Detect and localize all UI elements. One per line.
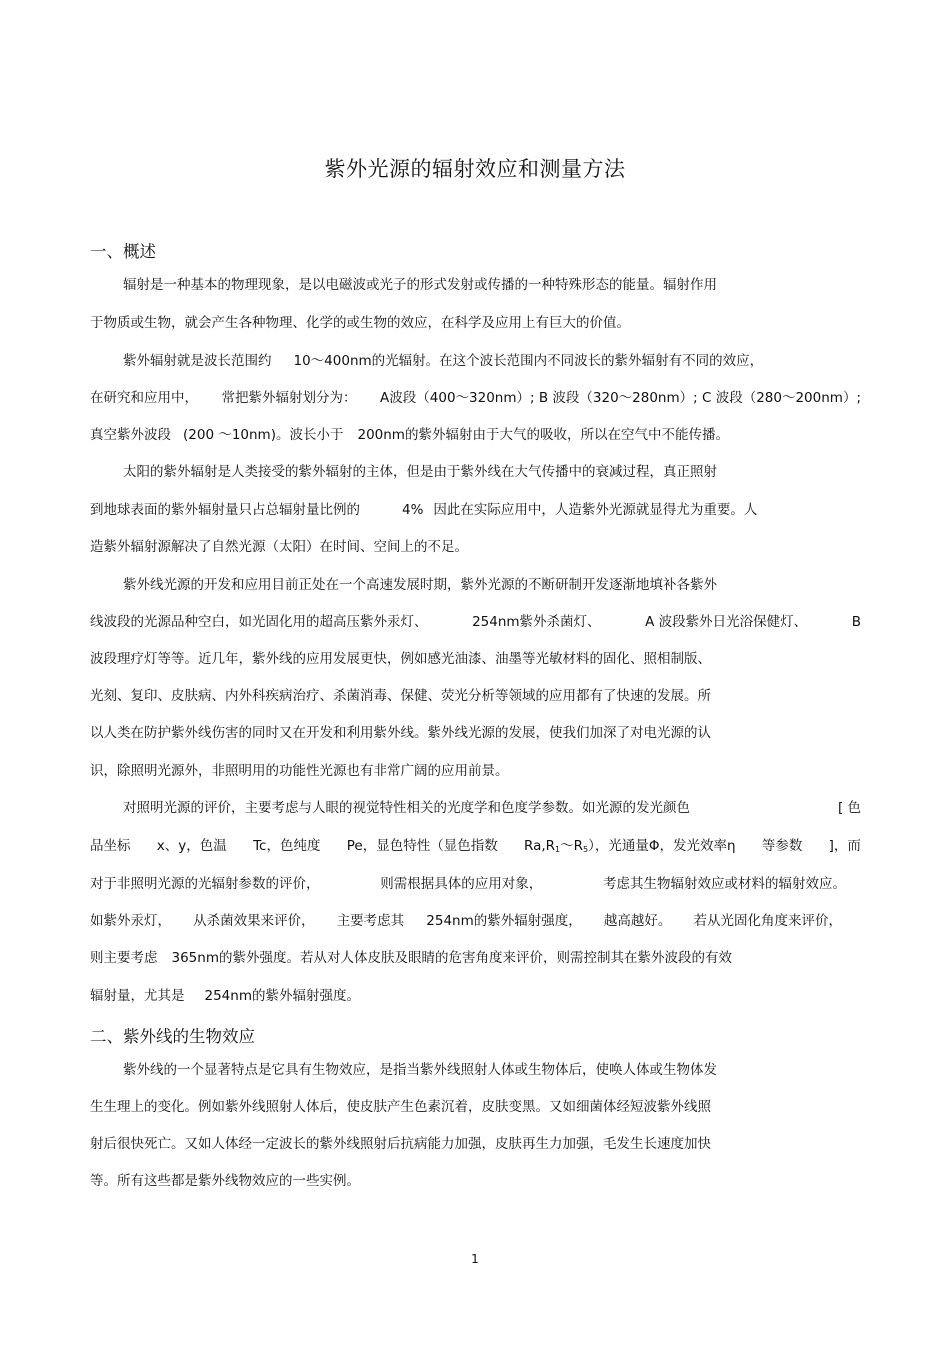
text-run: 则主要考虑 xyxy=(90,950,158,966)
text-run: 辐射量，尤其是 xyxy=(90,988,185,1004)
paragraph-line xyxy=(123,352,763,370)
paragraph-line: 紫外线光源的开发和应用目前正处在一个高速发展时期，紫外光源的不断研制开发逐渐地填补各紫外 xyxy=(123,577,717,593)
text-run: 品坐标 xyxy=(90,838,131,854)
paragraph-line: 识，除照明光源外，非照明用的功能性光源也有非常广阔的应用前景。 xyxy=(90,763,509,779)
paragraph-line xyxy=(90,875,846,893)
subscript: 5 xyxy=(583,845,589,854)
text-run: 从杀菌效果来评价， xyxy=(193,913,315,929)
text-run: 4% xyxy=(402,502,424,518)
text-run: 紫外辐射就是波长范围约 xyxy=(123,353,272,369)
text-run: A 波段紫外日光浴保健灯、 xyxy=(645,614,808,630)
paragraph-line xyxy=(90,389,861,407)
paragraph-line: 等。所有这些都是紫外线物效应的一些实例。 xyxy=(90,1173,360,1189)
text-run: 在研究和应用中， xyxy=(90,390,198,406)
text-run: 对照明光源的评价，主要考虑与人眼的视觉特性相关的光度学和色度学参数。如光源的发光颜色 xyxy=(123,800,690,816)
text-run: 真空紫外波段 xyxy=(90,427,171,443)
text-run: 如紫外汞灯， xyxy=(90,913,171,929)
text-run: ），光通量Φ，发光效率η xyxy=(588,838,736,854)
paragraph-line: 于物质或生物，就会产生各种物理、化学的或生物的效应，在科学及应用上有巨大的价值。 xyxy=(90,315,630,331)
section-heading-overview: 一、概述 xyxy=(90,242,156,261)
text-run: 常把紫外辐射划分为： xyxy=(221,390,357,406)
text-run: 254nm的紫外辐射强度， xyxy=(426,913,582,929)
paragraph-line xyxy=(90,949,732,967)
text-run: 254nm紫外杀菌灯、 xyxy=(472,614,601,630)
text-run: [ 色 xyxy=(837,800,861,816)
paragraph-line: 光刻、复印、皮肤病、内外科疾病治疗、杀菌消毒、保健、荧光分析等领域的应用都有了快速的发展。所 xyxy=(90,688,711,704)
text-run: Tc，色纯度 xyxy=(253,838,321,854)
paragraph-line: 射后很快死亡。又如人体经一定波长的紫外线照射后抗病能力加强，皮肤再生力加强，毛发生长速度加快 xyxy=(90,1136,711,1152)
text-run: 对于非照明光源的光辐射参数的评价， xyxy=(90,876,320,892)
paragraph-line: 造紫外辐射源解决了自然光源（太阳）在时间、空间上的不足。 xyxy=(90,539,468,555)
text-run: 365nm的紫外强度。若从对人体皮肤及眼睛的危害角度来评价，则需控制其在紫外波段的有效 xyxy=(171,950,732,966)
paragraph-line: 以人类在防护紫外线伤害的同时又在开发和利用紫外线。紫外线光源的发展，使我们加深了对电光源的认 xyxy=(90,725,711,741)
paragraph-line xyxy=(123,799,861,817)
paragraph-line xyxy=(90,912,842,930)
text-run: 200nm的紫外辐射由于大气的吸收，所以在空气中不能传播。 xyxy=(357,427,729,443)
text-run: 则需根据具体的应用对象， xyxy=(380,876,543,892)
text-run xyxy=(524,837,736,859)
text-run: 10～400nm的光辐射。在这个波长范围内不同波长的紫外辐射有不同的效应， xyxy=(293,353,764,369)
text-run: B xyxy=(851,614,861,630)
text-run: ]，而 xyxy=(828,838,861,854)
paragraph-line: 波段理疗灯等等。近几年，紫外线的应用发展更快，例如感光油漆、油墨等光敏材料的固化、照相制版、 xyxy=(90,651,711,667)
paragraph-line xyxy=(90,987,360,1005)
text-run: 到地球表面的紫外辐射量只占总辐射量比例的 xyxy=(90,502,360,518)
paragraph-line xyxy=(90,501,757,519)
text-run: (200 ～10nm)。波长小于 xyxy=(183,427,344,443)
paragraph-line: 辐射是一种基本的物理现象，是以电磁波或光子的形式发射或传播的一种特殊形态的能量。辐射作用 xyxy=(123,277,717,293)
page-number: 1 xyxy=(471,1252,479,1266)
text-run: 等参数 xyxy=(761,838,803,854)
paragraph-line xyxy=(90,426,729,444)
document-title: 紫外光源的辐射效应和测量方法 xyxy=(324,157,626,181)
text-run: 线波段的光源品种空白，如光固化用的超高压紫外汞灯、 xyxy=(90,614,428,630)
paragraph-line: 紫外线的一个显著特点是它具有生物效应，是指当紫外线照射人体或生物体后，使唤人体或生物体发 xyxy=(123,1062,717,1078)
paragraph-line xyxy=(90,837,861,859)
text-run: A波段（400～320nm）; B 波段（320～280nm）; C 波段（280～200nm）; xyxy=(380,390,861,406)
text-run: Ra,R xyxy=(524,838,556,854)
section-heading-biological-effects: 二、紫外线的生物效应 xyxy=(90,1027,255,1046)
text-run: 主要考虑其 xyxy=(336,913,405,929)
text-run: 因此在实际应用中，人造紫外光源就显得尤为重要。人 xyxy=(433,502,758,518)
subscript: 1 xyxy=(555,845,561,854)
paragraph-line: 生生理上的变化。例如紫外线照射人体后，使皮肤产生色素沉着，皮肤变黑。又如细菌体经短波紫外线照 xyxy=(90,1099,711,1115)
text-run: 越高越好。 xyxy=(603,913,672,929)
text-run: 254nm的紫外辐射强度。 xyxy=(204,988,360,1004)
text-run: 若从光固化角度来评价， xyxy=(693,913,842,929)
text-run: 考虑其生物辐射效应或材料的辐射效应。 xyxy=(603,876,846,892)
text-run: x、y，色温 xyxy=(156,838,227,854)
text-run: Pe，显色特性（显色指数 xyxy=(346,838,498,854)
paragraph-line: 太阳的紫外辐射是人类接受的紫外辐射的主体，但是由于紫外线在大气传播中的衰减过程，真正照射 xyxy=(123,464,717,480)
text-run: ～R xyxy=(560,838,584,854)
paragraph-line xyxy=(90,613,861,631)
